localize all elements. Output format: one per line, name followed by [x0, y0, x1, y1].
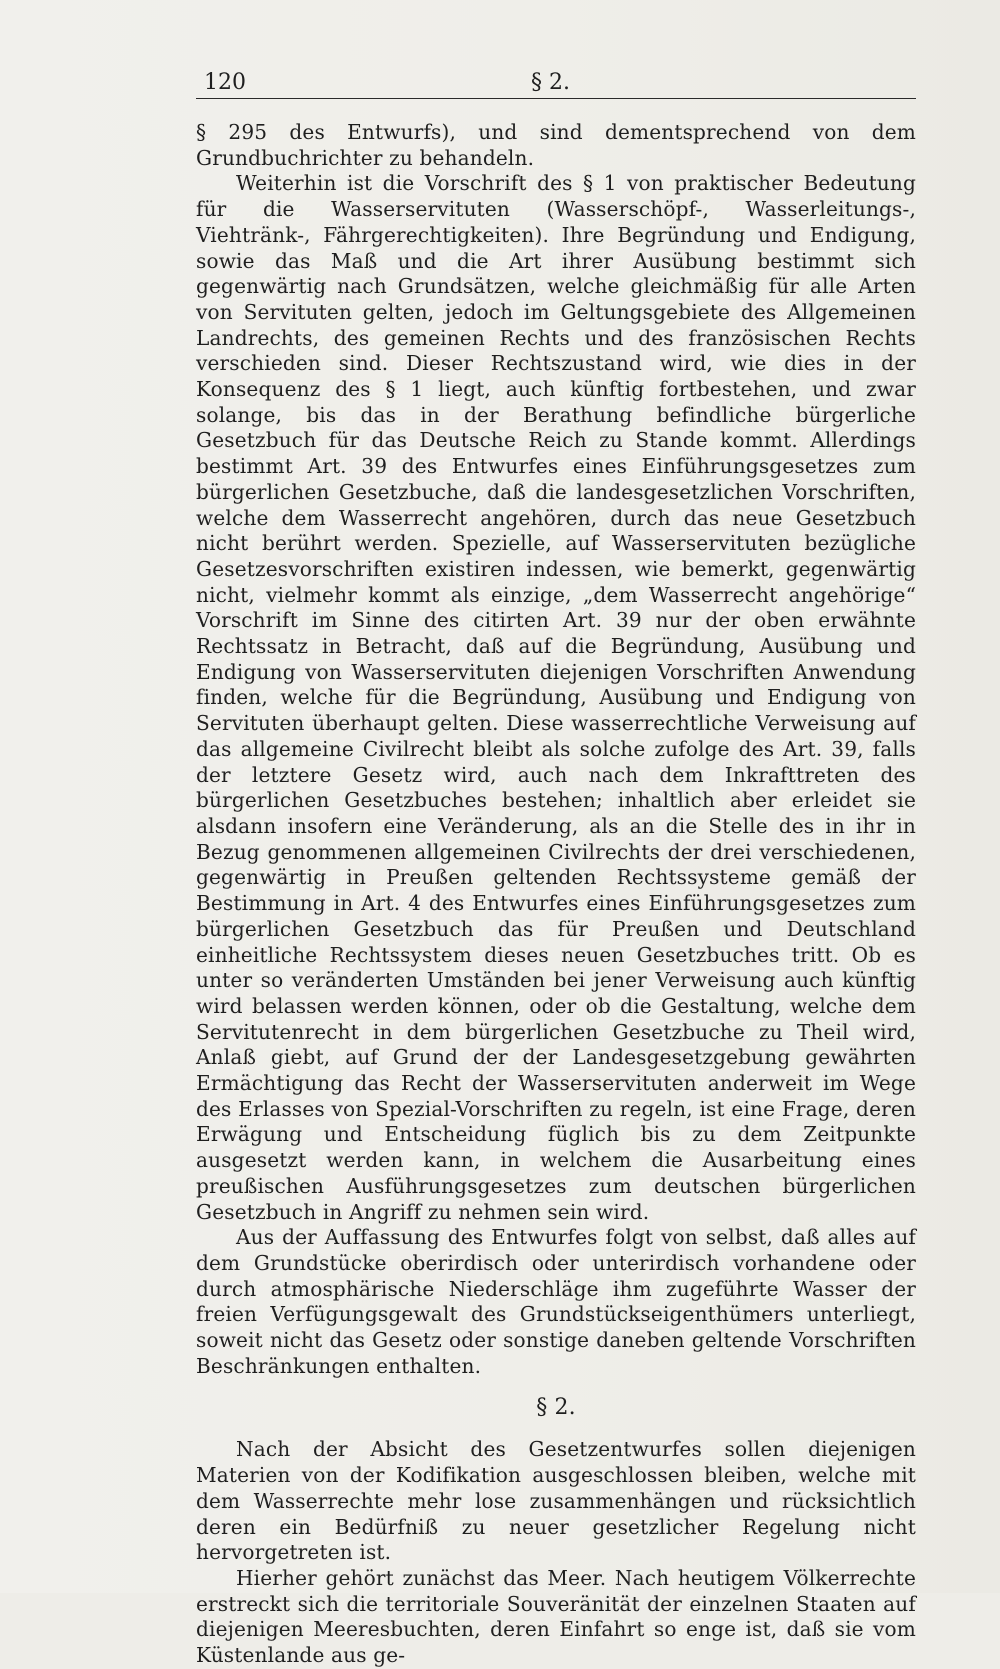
running-head: § 2.	[531, 70, 570, 95]
body-text	[196, 120, 916, 1669]
paragraph-continuation: § 295 des Entwurfs), und sind dementsprechend von dem Grundbuchrichter zu behandeln.	[196, 120, 916, 170]
page-number: 120	[204, 70, 246, 95]
paragraph-auffassung: Aus der Auffassung des Entwurfes folgt von selbst, daß alles auf dem Grundstücke oberirdisch oder unterirdisch vorhandene oder durch atmosphärische Niederschläge ihm zugeführte Wasser der freien Verfügungsgewalt des Grundstückseigenthümers unterliegt, soweit nicht das Gesetz oder sonstige daneben geltende Vorschriften Beschränkungen enthalten.	[196, 1225, 916, 1378]
paragraph-wasserservituten: Weiterhin ist die Vorschrift des § 1 von praktischer Bedeutung für die Wasserservituten (Wasserschöpf-, Wasserleitungs-, Viehtränk-, Fährgerechtigkeiten). Ihre Begründung und Endigung, sowie das Maß und die Art ihrer Ausübung bestimmt sich gegenwärtig nach Grundsätzen, welche gleichmäßig für alle Arten von Servituten gelten, jedoch im Geltungsgebiete des Allgemeinen Landrechts, des gemeinen Rechts und des französischen Rechts verschieden sind. Dieser Rechtszustand wird, wie dies in der Konsequenz des § 1 liegt, auch künftig fortbestehen, und zwar solange, bis das in der Berathung befindliche bürgerliche Gesetzbuch für das Deutsche Reich zu Stande kommt. Allerdings bestimmt Art. 39 des Entwurfes eines Einführungsgesetzes zum bürgerlichen Gesetzbuche, daß die landesgesetzlichen Vorschriften, welche dem Wasserrecht angehören, durch das neue Gesetzbuch nicht berührt werden. Spezielle, auf Wasserservituten bezügliche Gesetzesvorschriften existiren indessen, wie bemerkt, gegenwärtig nicht, vielmehr kommt als einzige, „dem Wasserrecht angehörige“ Vorschrift im Sinne des citirten Art. 39 nur der oben erwähnte Rechtssatz in Betracht, daß auf die Begründung, Ausübung und Endigung von Wasserservituten diejenigen Vorschriften Anwendung finden, welche für die Begründung, Ausübung und Endigung von Servituten überhaupt gelten. Diese wasserrechtliche Verweisung auf das allgemeine Civilrecht bleibt als solche zufolge des Art. 39, falls der letztere Gesetz wird, auch nach dem Inkrafttreten des bürgerlichen Gesetzbuches bestehen; inhaltlich aber erleidet sie alsdann insofern eine Veränderung, als an die Stelle des in ihr in Bezug genommenen allgemeinen Civilrechts der drei verschiedenen, gegenwärtig in Preußen geltenden Rechtssysteme gemäß der Bestimmung in Art. 4 des Entwurfes eines Einführungsgesetzes zum bürgerlichen Gesetzbuch das für Preußen und Deutschland einheitliche Rechtssystem dieses neuen Gesetzbuches tritt. Ob es unter so veränderten Umständen bei jener Verweisung auch künftig wird belassen werden können, oder ob die Gestaltung, welche dem Servitutenrecht in dem bürgerlichen Gesetzbuche zu Theil wird, Anlaß giebt, auf Grund der der Landesgesetzgebung gewährten Ermächtigung das Recht der Wasserservituten anderweit im Wege des Erlasses von Spezial-Vorschriften zu regeln, ist eine Frage, deren Erwägung und Entscheidung füglich bis zu dem Zeitpunkte ausgesetzt werden kann, in welchem die Ausarbeitung eines preußischen Ausführungsgesetzes zum deutschen bürgerlichen Gesetzbuch in Angriff zu nehmen sein wird.	[196, 171, 916, 1224]
page-header	[196, 64, 916, 99]
paragraph-meer: Hierher gehört zunächst das Meer. Nach heutigem Völkerrechte erstreckt sich die territoriale Souveränität der einzelnen Staaten auf diejenigen Meeresbuchten, deren Einfahrt so enge ist, daß sie vom Küstenlande aus ge-	[196, 1565, 916, 1668]
section-heading: § 2.	[536, 1395, 576, 1421]
paragraph-absicht: Nach der Absicht des Gesetzentwurfes sollen diejenigen Materien von der Kodifikation ausgeschlossen bleiben, welche mit dem Wasserrechte mehr lose zusammenhängen und rücksichtlich deren ein Bedürfniß zu neuer gesetzlicher Regelung nicht hervorgetreten ist.	[196, 1437, 916, 1565]
